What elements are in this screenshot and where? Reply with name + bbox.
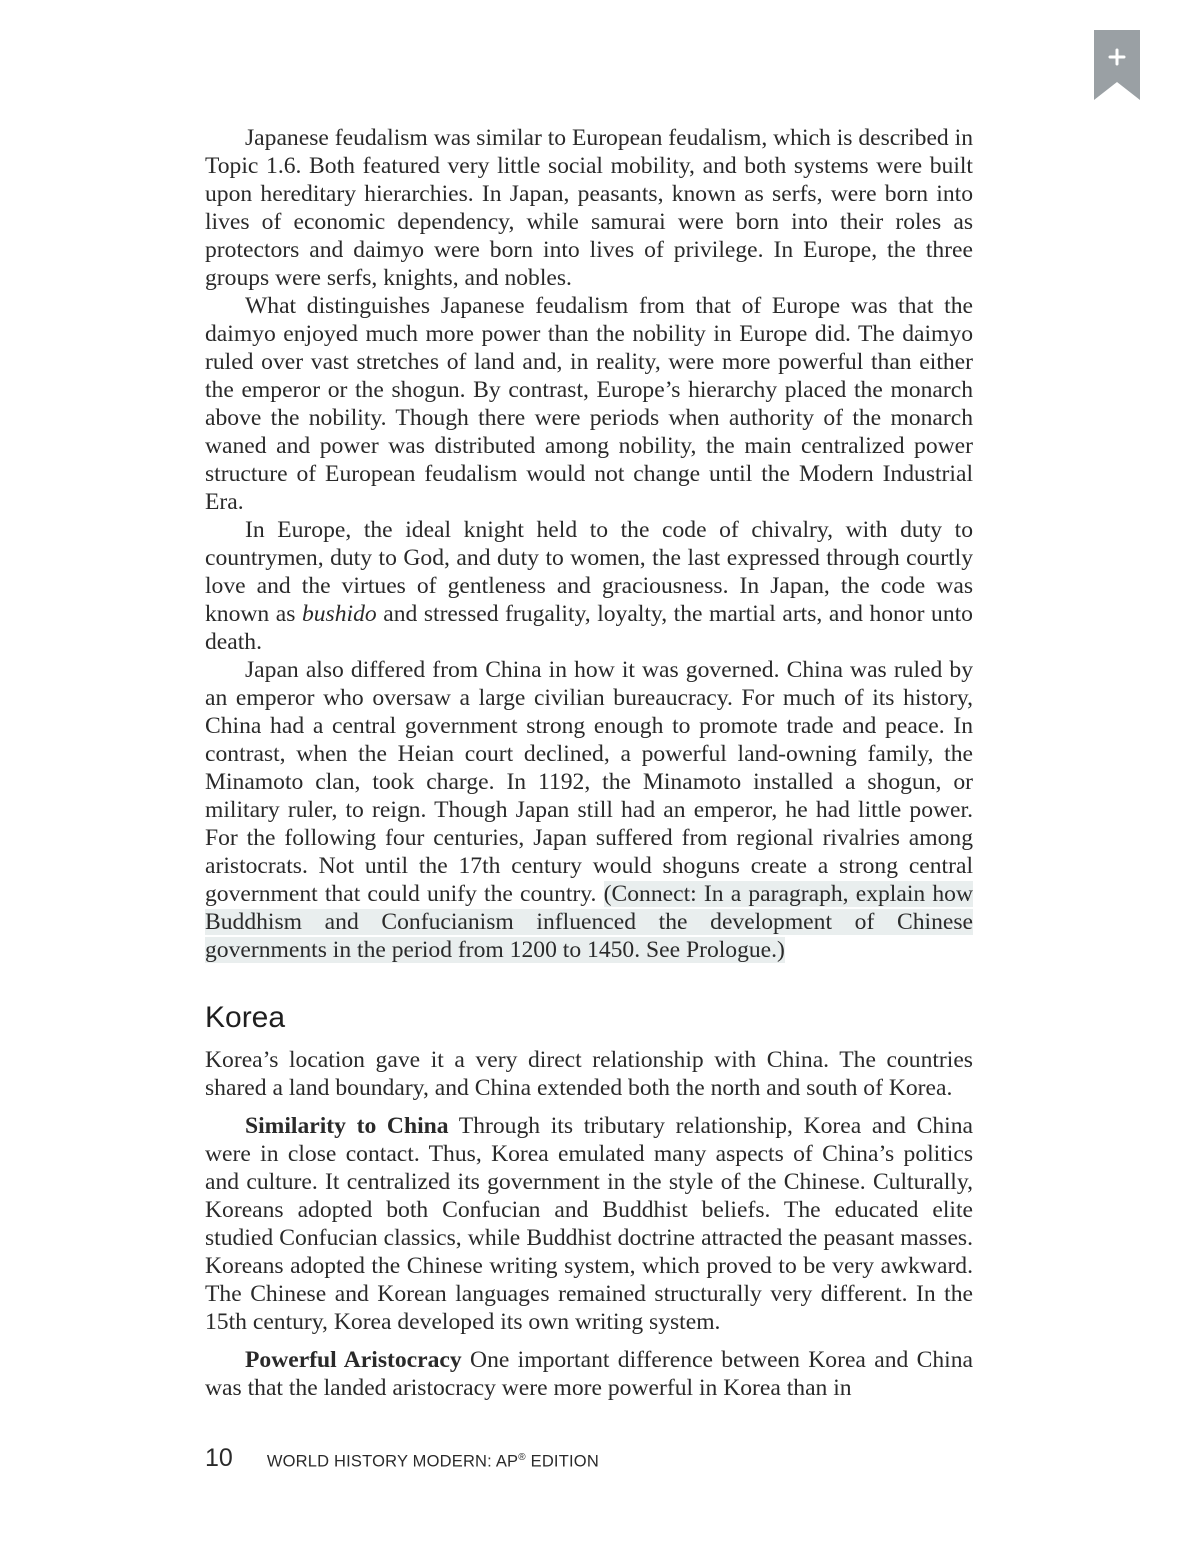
paragraph-feudalism-comparison: Japanese feudalism was similar to European feudalism, which is described in Topic 1.6. Both featured very little social mobility, and both systems were built upon hereditary hierarchies. In Japan, peasants, known as serfs, were born into lives of economic dependency, while samurai were born into their roles as protectors and daimyo were born into lives of privilege. In Europe, the three groups were serfs, knights, and nobles. — [205, 125, 973, 291]
bookmark-button[interactable] — [1094, 30, 1140, 100]
paragraph-powerful-aristocracy — [205, 1346, 973, 1402]
paragraph-korea-intro: Korea’s location gave it a very direct relationship with China. The countries shared a land boundary, and China extended both the north and south of Korea. — [205, 1047, 973, 1101]
section-heading-korea: Korea — [205, 1001, 286, 1034]
paragraph-daimyo-power: What distinguishes Japanese feudalism from that of Europe was that the daimyo enjoyed much more power than the nobility in Europe did. The daimyo ruled over vast stretches of land and, in reality, were more powerful than either the emperor or the shogun. By contrast, Europe’s hierarchy placed the monarch above the nobility. Though there were periods when authority of the monarch waned and power was distributed among nobility, the main centralized power structure of European feudalism would not change until the Modern Industrial Era. — [205, 293, 973, 515]
page-content — [205, 124, 973, 1402]
book-edition: EDITION — [525, 1452, 599, 1470]
subheading-powerful-aristocracy: Powerful Aristocracy — [245, 1347, 462, 1373]
paragraph-chivalry-bushido — [205, 516, 973, 656]
governance-text: Japan also differed from China in how it was governed. China was ruled by an emperor who oversaw a large civilian bureaucracy. For much of its history, China had a central government strong enough to promote trade and peace. In contrast, when the Heian court declined, a powerful land-owning family, the Minamoto clan, took charge. In 1192, the Minamoto installed a shogun, or military ruler, to reign. Though Japan still had an emperor, he had little power. For the following four centuries, Japan suffered from regional rivalries among aristocrats. Not until the 17th century would shoguns create a strong central government that could unify the country. — [205, 657, 973, 907]
paragraph-similarity-to-china — [205, 1112, 973, 1336]
page-footer — [205, 1444, 599, 1478]
bushido-text: and stressed frugality, loyalty, the martial arts, and honor unto death. — [205, 601, 973, 655]
term-bushido: bushido — [301, 601, 377, 627]
book-title — [267, 1452, 599, 1472]
paragraph-japan-governance — [205, 656, 973, 964]
bookmark-plus-icon — [1094, 30, 1140, 100]
connect-prompt: (Connect: In a paragraph, explain how Buddhism and Confucianism influenced the development of Chinese governments in the period from 1200 to 1450. See Prologue.) — [205, 881, 973, 963]
similarity-text: Through its tributary relationship, Korea and China were in close contact. Thus, Korea emulated many aspects of China’s politics and culture. It centralized its government in the style of the Chinese. Culturally, Koreans adopted both Confucian and Buddhist beliefs. The educated elite studied Confucian classics, while Buddhist doctrine attracted the peasant masses. Koreans adopted the Chinese writing system, which proved to be very awkward. The Chinese and Korean languages remained structurally very different. In the 15th century, Korea developed its own writing system. — [205, 1113, 973, 1335]
aristocracy-text: One important difference between Korea and China was that the landed aristocracy were more powerful in Korea than in — [205, 1347, 973, 1401]
page-number: 10 — [205, 1444, 233, 1472]
chivalry-text: In Europe, the ideal knight held to the code of chivalry, with duty to countrymen, duty to God, and duty to women, the last expressed through courtly love and the virtues of gentleness and graciousness. In Japan, the code was known as — [205, 517, 973, 627]
subheading-similarity-to-china: Similarity to China — [245, 1113, 449, 1139]
registered-mark: ® — [518, 1451, 526, 1463]
book-title-text: WORLD HISTORY MODERN: AP — [266, 1452, 519, 1470]
